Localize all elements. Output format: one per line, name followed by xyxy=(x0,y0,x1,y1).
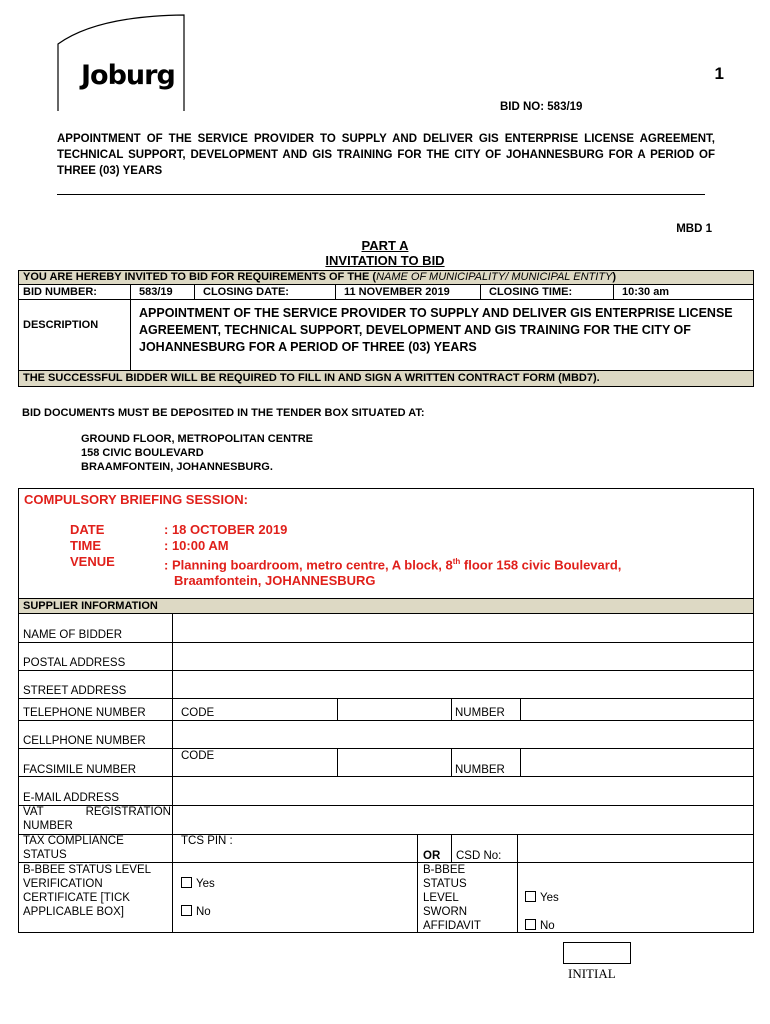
bid-number-label: BID NUMBER: xyxy=(19,285,131,299)
successful-bidder-row xyxy=(19,371,753,386)
initial-label: INITIAL xyxy=(568,966,616,981)
bid-details-row xyxy=(19,285,753,300)
closing-date-label: CLOSING DATE: xyxy=(195,285,336,299)
part-subtitle: INVITATION TO BID xyxy=(325,253,445,268)
page-number: 1 xyxy=(714,64,724,83)
tender-box-address xyxy=(81,432,313,474)
invitation-suffix: ) xyxy=(612,271,617,283)
briefing-date: : 18 OCTOBER 2019 xyxy=(164,522,288,537)
supplier-header: SUPPLIER INFORMATION xyxy=(19,599,753,614)
document-title: APPOINTMENT OF THE SERVICE PROVIDER TO SUPPLY AND DELIVER GIS ENTERPRISE LICENSE AGREEMENT, TECHNICAL SUPPORT, DEVELOPMENT AND GIS TRAINING FOR THE CITY OF JOHANNESBURG FOR A PERIOD OF THREE (03) YEARS xyxy=(57,133,715,177)
yes-label: Yes xyxy=(540,892,559,904)
entity-placeholder: NAME OF MUNICIPALITY/ MUNICIPAL ENTITY xyxy=(376,271,613,283)
bid-number-value: 583/19 xyxy=(131,285,195,299)
email-address-label: E-MAIL ADDRESS xyxy=(23,792,120,804)
affidavit-no-option[interactable] xyxy=(525,919,555,933)
certificate-no-option[interactable] xyxy=(181,905,211,919)
supplier-information-table xyxy=(18,598,754,933)
address-line: GROUND FLOOR, METROPOLITAN CENTRE xyxy=(81,433,314,445)
bid-number-heading: BID NO: 583/19 xyxy=(500,101,583,113)
initial-input-box[interactable] xyxy=(563,942,631,964)
briefing-session-box xyxy=(18,488,754,598)
closing-date-value: 11 NOVEMBER 2019 xyxy=(336,285,481,299)
invitation-row xyxy=(19,271,753,285)
checkbox-icon[interactable] xyxy=(181,877,192,888)
facsimile-number-label: FACSIMILE NUMBER xyxy=(23,764,137,776)
part-label: PART A xyxy=(361,238,409,253)
invitation-table xyxy=(18,270,754,387)
csd-no-label: CSD No: xyxy=(456,850,502,862)
certificate-yes-option[interactable] xyxy=(181,877,215,891)
yes-label: Yes xyxy=(196,878,215,890)
title-divider xyxy=(57,194,705,195)
venue-text: : Planning boardroom, metro centre, A block, 8 xyxy=(164,557,453,573)
closing-time-label: CLOSING TIME: xyxy=(481,285,614,299)
telephone-number-sublabel: NUMBER xyxy=(455,707,505,719)
invitation-text: YOU ARE HEREBY INVITED TO BID FOR REQUIREMENTS OF THE ( xyxy=(23,271,377,283)
tax-compliance-label: TAX COMPLIANCE STATUS xyxy=(23,835,124,861)
address-line: BRAAMFONTEIN, JOHANNESBURG. xyxy=(81,461,273,473)
telephone-code-label: CODE xyxy=(181,707,215,719)
briefing-details xyxy=(70,522,621,589)
briefing-date-label: DATE xyxy=(70,522,105,537)
form-code: MBD 1 xyxy=(676,223,712,235)
checkbox-icon[interactable] xyxy=(181,905,192,916)
fax-number-sublabel: NUMBER xyxy=(455,764,505,776)
briefing-venue-label: VENUE xyxy=(70,554,115,569)
venue-text-cont: floor 158 civic Boulevard, xyxy=(460,557,622,573)
venue-superscript: th xyxy=(452,557,461,566)
joburg-logo xyxy=(57,14,185,112)
postal-address-label: POSTAL ADDRESS xyxy=(23,657,126,669)
briefing-title: COMPULSORY BRIEFING SESSION: xyxy=(24,492,248,507)
briefing-time: : 10:00 AM xyxy=(164,538,229,553)
name-of-bidder-label: NAME OF BIDDER xyxy=(23,629,123,641)
street-address-label: STREET ADDRESS xyxy=(23,685,127,697)
bbbee-certificate-label: B-BBEE STATUS LEVEL VERIFICATION CERTIFICATE [TICK APPLICABLE BOX] xyxy=(23,864,151,918)
checkbox-icon[interactable] xyxy=(525,891,536,902)
no-label: No xyxy=(196,906,211,918)
briefing-time-label: TIME xyxy=(70,538,102,553)
checkbox-icon[interactable] xyxy=(525,919,536,930)
no-label: No xyxy=(540,920,555,932)
cellphone-number-label: CELLPHONE NUMBER xyxy=(23,735,146,747)
tcs-pin-label: TCS PIN : xyxy=(181,835,233,847)
successful-bidder-text: THE SUCCESSFUL BIDDER WILL BE REQUIRED TO FILL IN AND SIGN A WRITTEN CONTRACT FORM (MBD7). xyxy=(23,372,600,384)
deposit-instruction: BID DOCUMENTS MUST BE DEPOSITED IN THE TENDER BOX SITUATED AT: xyxy=(22,407,425,419)
description-row xyxy=(19,300,753,371)
bbbee-affidavit-label: B-BBEE STATUS LEVEL SWORN AFFIDAVIT xyxy=(423,864,481,932)
affidavit-yes-option[interactable] xyxy=(525,891,559,905)
vat-registration-label: VAT REGISTRATION NUMBER xyxy=(23,806,171,832)
description-text: APPOINTMENT OF THE SERVICE PROVIDER TO SUPPLY AND DELIVER GIS ENTERPRISE LICENSE AGREEMENT, TECHNICAL SUPPORT, DEVELOPMENT AND GIS TRAINING FOR THE CITY OF JOHANNESBURG FOR A PERIOD OF THREE (03) YEARS xyxy=(139,306,733,354)
telephone-number-label: TELEPHONE NUMBER xyxy=(23,707,146,719)
logo-wordmark: Joburg xyxy=(81,60,175,91)
or-label: OR xyxy=(423,850,441,862)
description-label: DESCRIPTION xyxy=(19,300,131,370)
closing-time-value: 10:30 am xyxy=(622,286,670,298)
part-heading xyxy=(0,238,770,268)
fax-code-label: CODE xyxy=(181,750,215,762)
briefing-venue xyxy=(164,554,621,573)
address-line: 158 CIVIC BOULEVARD xyxy=(81,447,204,459)
briefing-venue-line2: Braamfontein, JOHANNESBURG xyxy=(174,573,376,589)
